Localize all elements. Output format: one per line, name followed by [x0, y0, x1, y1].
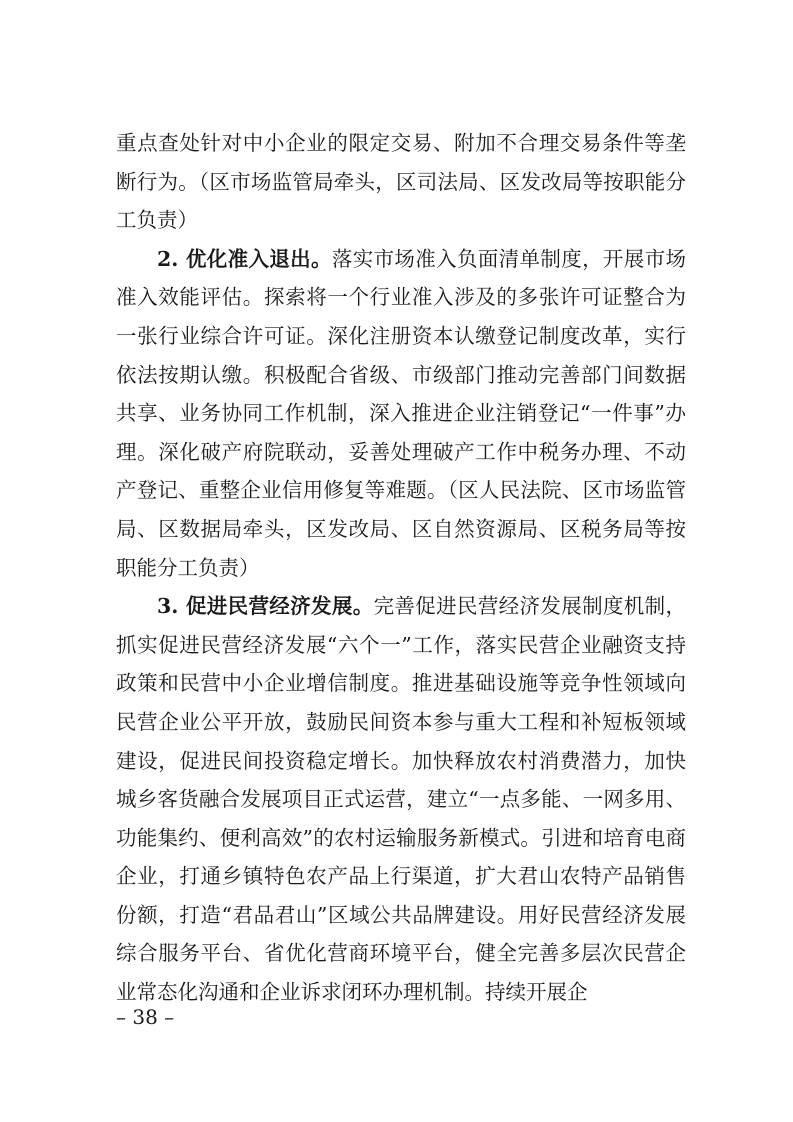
paragraph-text: 落实市场准入负面清单制度，开展市场准入效能评估。探索将一个行业准入涉及的多张许可证整合为一张行业综合许可证。深化注册资本认缴登记制度改革，实行依法按期认缴。积极配合省级、市级部门推动完善部门间数据共享、业务协同工作机制，深入推进企业注销登记“一件事”办理。深化破产府院联动，妥善处理破产工作中税务办理、不动产登记、重整企业信用修复等难题。（区人民法院、区市场监管局、区数据局牵头，区发改局、区自然资源局、区税务局等按职能分工负责） [116, 246, 686, 580]
paragraph-continuation [116, 124, 686, 240]
document-body [116, 124, 686, 1012]
paragraph-text: 完善促进民营经济发展制度机制，抓实促进民营经济发展“六个一”工作，落实民营企业融资支持政策和民营中小企业增信制度。推进基础设施等竞争性领域向民营企业公平开放，鼓励民间资本参与重大工程和补短板领域建设，促进民间投资稳定增长。加快释放农村消费潜力，加快城乡客货融合发展项目正式运营，建立“一点多能、一网多用、功能集约、便利高效”的农村运输服务新模式。引进和培育电商企业，打通乡镇特色农产品上行渠道，扩大君山农特产品销售份额，打造“君品君山”区域公共品牌建设。用好民营经济发展综合服务平台、省优化营商环境平台，健全完善多层次民营企业常态化沟通和企业诉求闭环办理机制。持续开展企 [116, 594, 686, 1005]
paragraph-text: 重点查处针对中小企业的限定交易、附加不合理交易条件等垄断行为。（区市场监管局牵头，区司法局、区发改局等按职能分工负责） [116, 131, 686, 233]
paragraph-heading: 2. 优化准入退出。 [157, 246, 332, 271]
paragraph-heading: 3. 促进民营经济发展。 [157, 594, 374, 619]
paragraph-optimize-entry-exit [116, 240, 686, 587]
page-number: – 38 – [116, 1005, 175, 1029]
paragraph-private-economy [116, 587, 686, 1012]
